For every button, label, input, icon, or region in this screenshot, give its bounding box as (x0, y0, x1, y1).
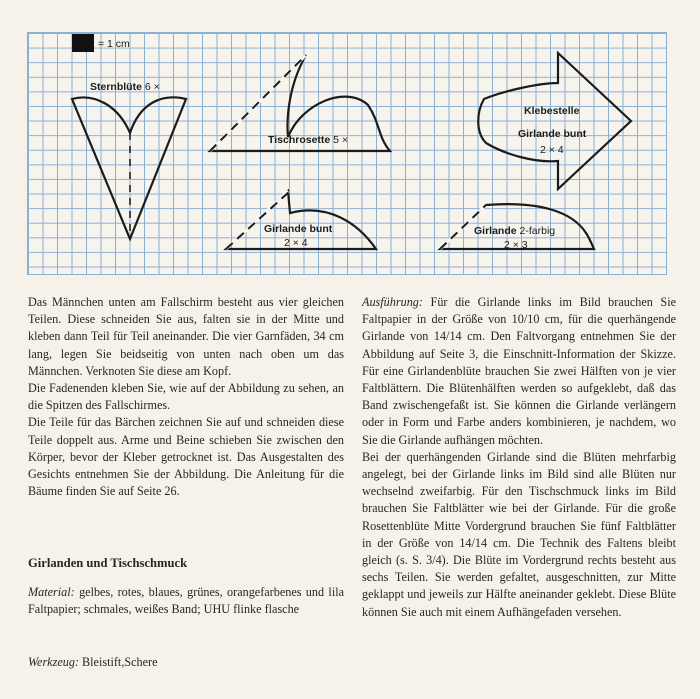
material-paragraph: Material: gelbes, rotes, blaues, grünes, orangefarbenes und lila Faltpapier; schmales, weißes Band; UHU flinke flasche (28, 585, 344, 617)
right-paragraph-2: Bei der querhängenden Girlande sind die Blüten mehrfarbig angelegt, bei der Girlande links im Bild sind alle Blüten nur wechselnd zweifarbig. Für den Tischschmuck links im Bild brauchen Sie Faltblätter wie bei der Girlande. Für die große Rosettenblüte Mitte Vordergrund brauchen Sie fünf Faltblätter in der Größe von 14/14 cm. Die Technik des Faltens bleibt gleich (s. S. 3/4). Die Blüte im Vordergrund rechts besteht aus sechs Teilen. Sie werden gefaltet, ausgeschnitten, zur Mitte geklappt und jeweils zur Hälfte aneinander geklebt. Diese Blüte können Sie auch mit einem Aufhängefaden versehen. (362, 449, 676, 619)
girlande-bunt-right-count: 2 × 4 (540, 144, 564, 156)
scale-label: = 1 cm (98, 38, 130, 50)
ausfuehrung-paragraph: Ausführung: Für die Girlande links im Bild brauchen Sie Faltpapier in der Größe von 10/10 cm, für die querhängende Girlande von 14/14 cm. Den Faltvorgang entnehmen Sie der Abbildung auf Seite 3, die Einschnitt-Information der Skizze. Für eine Girlandenblüte brauchen Sie zwei Hälften von je vier Faltblättern. Die Blütenhälften werden so aufgeklebt, daß das Band zwischengefaßt ist. Sie können die Girlande verlängern oder in Form und Farbe anders kombinieren, je nachdem, wo Sie die Girlande aufhängen möchten. (362, 295, 677, 447)
left-paragraph-2: Die Fadenenden kleben Sie, wie auf der Abbildung zu sehen, an die Spitzen des Fallschirmes. (28, 381, 344, 413)
klebestelle-label: Klebestelle (524, 105, 580, 117)
werkzeug-paragraph: Werkzeug: Bleistift,Schere (28, 655, 158, 669)
right-text-column (362, 294, 676, 621)
section-heading: Girlanden und Tischschmuck (28, 556, 188, 570)
girlande-bunt-left-label: Girlande bunt (264, 223, 333, 235)
girlande-zweifarbig-label: Girlande 2-farbig (474, 225, 556, 237)
sternbluete-shape (72, 97, 186, 239)
girlande-bunt-right-label: Girlande bunt (518, 128, 587, 140)
left-paragraph-1: Das Männchen unten am Fallschirm besteht aus vier gleichen Teilen. Diese schneiden Sie aus, falten sie in der Mitte und kleben dann Teil für Teil aneinander. Die vier Garnfäden, 34 cm lang, legen Sie beidseitig von unten nach oben um das Männchen. Verknoten Sie diese am Kopf. (28, 295, 344, 378)
pattern-grid (27, 32, 667, 275)
left-text-column (28, 294, 344, 500)
girlande-zweifarbig-count: 2 × 3 (504, 239, 528, 251)
tischrosette-label: Tischrosette 5 × (268, 134, 349, 146)
left-paragraph-3: Die Teile für das Bärchen zeichnen Sie auf und schneiden diese Teile doppelt aus. Arme und Beine schieben Sie zwischen den Körper, bevor der Kleber getrocknet ist. Das Ausgestalten des Gesichts entnehmen Sie der Abbildung. Die Anleitung für die Bäume finden Sie auf Seite 26. (28, 415, 344, 499)
arrow-girlande-shape (478, 53, 631, 189)
girlande-bunt-left-count: 2 × 4 (284, 237, 308, 249)
pattern-shapes (28, 33, 666, 274)
sternbluete-label: Sternblüte 6 × (90, 81, 160, 93)
scale-square (72, 34, 94, 52)
